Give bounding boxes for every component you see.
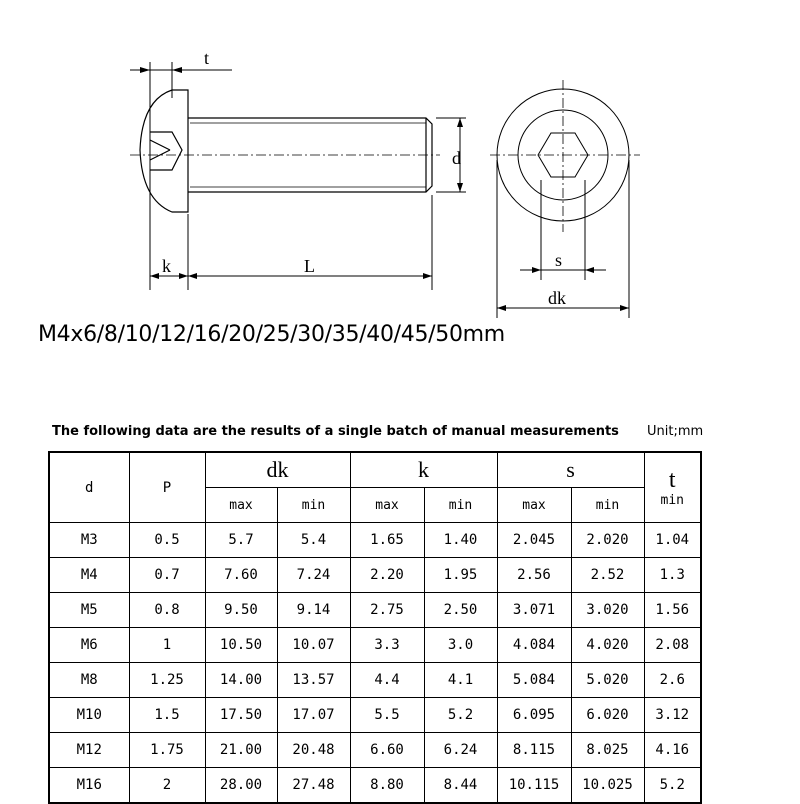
cell-dk-min: 7.24 [277, 558, 350, 593]
cell-k-max: 5.5 [350, 698, 424, 733]
label-k: k [162, 256, 171, 276]
cell-k-max: 4.4 [350, 663, 424, 698]
label-t: t [204, 48, 210, 68]
cell-d: M8 [49, 663, 129, 698]
cell-dk-min: 9.14 [277, 593, 350, 628]
label-d: d [452, 148, 461, 168]
label-dk: dk [548, 288, 566, 308]
cell-p: 1.5 [129, 698, 205, 733]
cell-k-min: 1.40 [424, 523, 497, 558]
cell-s-min: 8.025 [571, 733, 644, 768]
cell-dk-min: 17.07 [277, 698, 350, 733]
cell-s-min: 10.025 [571, 768, 644, 804]
cell-d: M5 [49, 593, 129, 628]
cell-p: 0.7 [129, 558, 205, 593]
label-l: L [304, 256, 315, 276]
cell-k-min: 3.0 [424, 628, 497, 663]
table-row [49, 698, 701, 733]
cell-t-min: 4.16 [644, 733, 701, 768]
cell-t-min: 2.08 [644, 628, 701, 663]
table-row [49, 628, 701, 663]
cell-k-max: 2.20 [350, 558, 424, 593]
cell-dk-max: 17.50 [205, 698, 277, 733]
cell-d: M3 [49, 523, 129, 558]
cell-dk-max: 5.7 [205, 523, 277, 558]
cell-s-max: 2.56 [497, 558, 571, 593]
cell-dk-min: 5.4 [277, 523, 350, 558]
cell-t-min: 1.56 [644, 593, 701, 628]
table-row [49, 733, 701, 768]
cell-dk-max: 21.00 [205, 733, 277, 768]
header-dk-min: min [277, 488, 350, 523]
cell-k-min: 8.44 [424, 768, 497, 804]
cell-d: M4 [49, 558, 129, 593]
measurement-note: The following data are the results of a single batch of manual measurements [52, 424, 619, 439]
hex-socket-outline [150, 132, 182, 170]
dimension-table [48, 451, 702, 804]
cell-s-min: 6.020 [571, 698, 644, 733]
cell-s-max: 4.084 [497, 628, 571, 663]
cell-p: 0.5 [129, 523, 205, 558]
header-k: k [350, 452, 497, 488]
cell-t-min: 2.6 [644, 663, 701, 698]
screw-technical-drawing [0, 0, 800, 330]
cell-d: M12 [49, 733, 129, 768]
table-body [49, 523, 701, 804]
cell-k-min: 6.24 [424, 733, 497, 768]
cell-s-max: 3.071 [497, 593, 571, 628]
table-row [49, 523, 701, 558]
header-t-min: min [660, 493, 684, 508]
cell-k-min: 5.2 [424, 698, 497, 733]
cell-k-max: 3.3 [350, 628, 424, 663]
cell-d: M6 [49, 628, 129, 663]
cell-s-min: 2.52 [571, 558, 644, 593]
cell-s-max: 10.115 [497, 768, 571, 804]
cell-p: 1 [129, 628, 205, 663]
table-row [49, 558, 701, 593]
table-row [49, 663, 701, 698]
cell-t-min: 3.12 [644, 698, 701, 733]
cell-dk-max: 9.50 [205, 593, 277, 628]
header-dk-max: max [205, 488, 277, 523]
cell-s-max: 6.095 [497, 698, 571, 733]
cell-dk-min: 27.48 [277, 768, 350, 804]
cell-t-min: 1.04 [644, 523, 701, 558]
header-d: d [49, 452, 129, 523]
header-dk: dk [205, 452, 350, 488]
cell-dk-max: 7.60 [205, 558, 277, 593]
cell-t-min: 5.2 [644, 768, 701, 804]
cell-d: M10 [49, 698, 129, 733]
cell-s-min: 2.020 [571, 523, 644, 558]
cell-k-min: 2.50 [424, 593, 497, 628]
label-s: s [555, 250, 563, 270]
header-s-min: min [571, 488, 644, 523]
cell-p: 1.75 [129, 733, 205, 768]
cell-p: 0.8 [129, 593, 205, 628]
cell-s-max: 5.084 [497, 663, 571, 698]
cell-dk-min: 13.57 [277, 663, 350, 698]
cell-s-max: 2.045 [497, 523, 571, 558]
unit-label: Unit;mm [647, 424, 704, 439]
screw-head-outline [140, 90, 188, 212]
header-k-max: max [350, 488, 424, 523]
cell-k-min: 4.1 [424, 663, 497, 698]
cell-k-max: 6.60 [350, 733, 424, 768]
cell-t-min: 1.3 [644, 558, 701, 593]
cell-k-min: 1.95 [424, 558, 497, 593]
cell-p: 1.25 [129, 663, 205, 698]
cell-s-min: 4.020 [571, 628, 644, 663]
header-s-max: max [497, 488, 571, 523]
header-p: P [129, 452, 205, 523]
cell-dk-max: 28.00 [205, 768, 277, 804]
cell-dk-min: 20.48 [277, 733, 350, 768]
cell-s-min: 5.020 [571, 663, 644, 698]
cell-p: 2 [129, 768, 205, 804]
header-s: s [497, 452, 644, 488]
table-row [49, 593, 701, 628]
cell-dk-max: 14.00 [205, 663, 277, 698]
cell-k-max: 2.75 [350, 593, 424, 628]
table-row [49, 768, 701, 804]
size-options: M4x6/8/10/12/16/20/25/30/35/40/45/50mm [38, 322, 505, 347]
cell-s-min: 3.020 [571, 593, 644, 628]
cell-k-max: 1.65 [350, 523, 424, 558]
cell-dk-max: 10.50 [205, 628, 277, 663]
cell-d: M16 [49, 768, 129, 804]
header-k-min: min [424, 488, 497, 523]
header-t-cell [644, 452, 701, 523]
cell-k-max: 8.80 [350, 768, 424, 804]
cell-s-max: 8.115 [497, 733, 571, 768]
cell-dk-min: 10.07 [277, 628, 350, 663]
header-t: t [668, 467, 676, 493]
